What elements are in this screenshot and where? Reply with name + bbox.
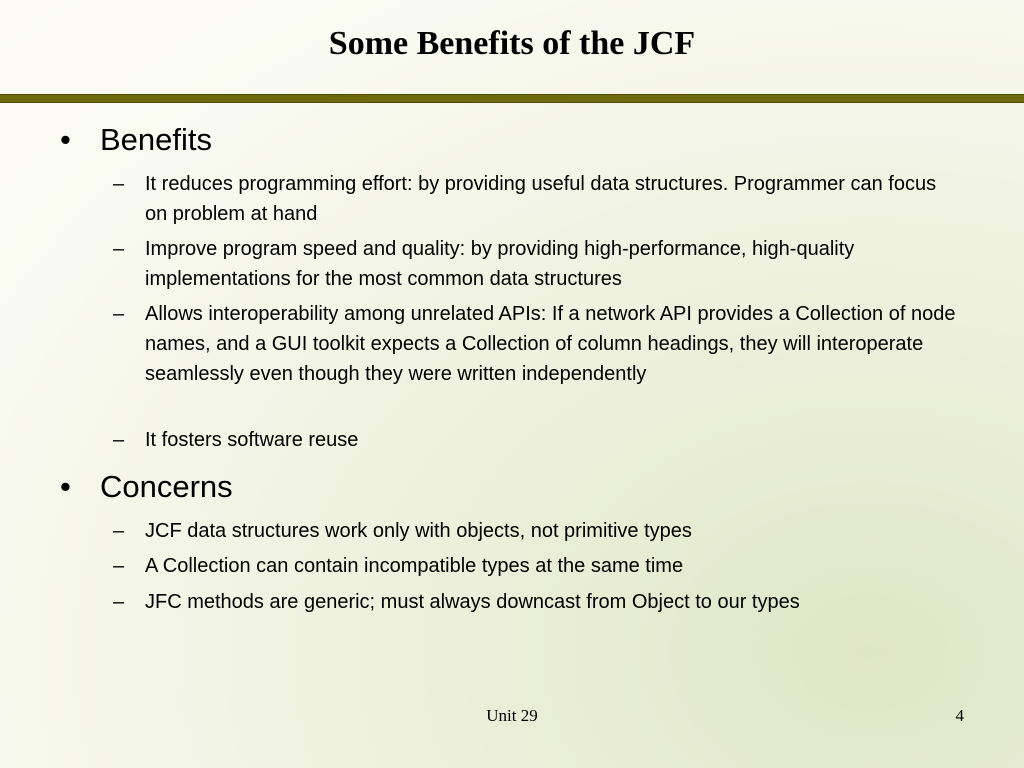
- page-number: 4: [955, 706, 964, 725]
- section-heading-benefits: Benefits: [100, 122, 213, 157]
- dash-icon: –: [113, 520, 125, 542]
- dash-icon: –: [113, 555, 125, 577]
- section-heading-concerns: Concerns: [100, 469, 233, 504]
- bullet-icon: •: [60, 469, 71, 504]
- benefit-item-text: Improve program speed and quality: by providing high-performance, high-quality implementations for the most common data structures: [145, 238, 855, 290]
- benefit-item: [113, 169, 963, 229]
- dash-icon: –: [113, 238, 125, 260]
- dash-icon: –: [113, 173, 125, 195]
- dash-icon: –: [113, 429, 125, 451]
- concern-item: [113, 587, 963, 617]
- concern-item: [113, 516, 963, 546]
- concern-item-text: A Collection can contain incompatible types at the same time: [145, 555, 684, 577]
- dash-icon: –: [113, 591, 125, 613]
- benefit-item: [113, 234, 963, 294]
- concern-item-text: JFC methods are generic; must always downcast from Object to our types: [145, 591, 800, 613]
- concern-item: [113, 551, 963, 581]
- slide-title: Some Benefits of the JCF: [328, 25, 696, 62]
- footer-unit-label: Unit 29: [486, 706, 538, 725]
- bullet-icon: •: [60, 122, 71, 157]
- concern-item-text: JCF data structures work only with objects, not primitive types: [145, 520, 692, 542]
- benefit-item: [113, 299, 963, 389]
- benefit-item: [113, 425, 963, 455]
- benefit-item-text: Allows interoperability among unrelated APIs: If a network API provides a Collection of node names, and a GUI toolkit expects a Collection of column headings, they will interoperate seamlessly even though they were written independently: [145, 303, 956, 385]
- benefit-item-text: It fosters software reuse: [145, 429, 359, 451]
- title-divider: [0, 94, 1024, 103]
- dash-icon: –: [113, 303, 125, 325]
- benefit-item-text: It reduces programming effort: by providing useful data structures. Programmer can focus on problem at hand: [145, 173, 937, 225]
